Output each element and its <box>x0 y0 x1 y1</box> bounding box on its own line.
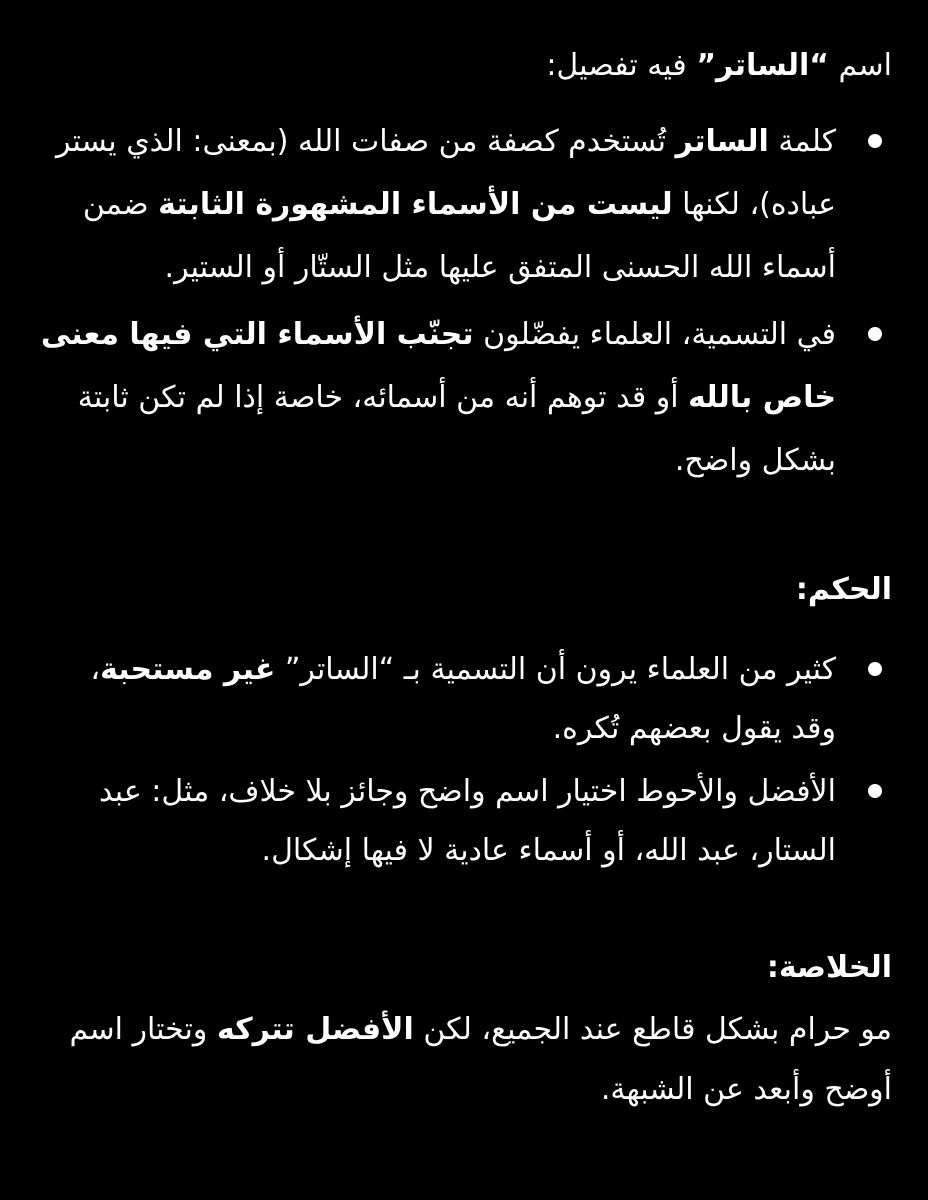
list-item <box>40 762 892 880</box>
summary-heading: الخلاصة: <box>766 950 892 985</box>
ruling-heading: الحكم: <box>795 572 892 607</box>
bullet-icon <box>868 662 882 676</box>
intro-text-2: فيه تفصيل: <box>546 48 697 83</box>
item-bold: تجنّب الأسماء التي فيها معنى خاص بالله <box>40 317 836 415</box>
summary-bold: الأفضل تتركه <box>216 1012 414 1047</box>
list-item <box>40 303 892 492</box>
item-text: كلمة <box>768 124 836 159</box>
list-item <box>40 110 892 299</box>
bullet-icon <box>868 134 882 148</box>
summary-text-1: مو حرام بشكل قاطع عند الجميع، لكن <box>413 1012 892 1047</box>
details-list <box>40 110 892 492</box>
item-bold: ليست من الأسماء المشهورة الثابتة <box>158 187 673 222</box>
item-text: الأفضل والأحوط اختيار اسم واضح وجائز بلا خلاف، مثل: عبد الستار، عبد الله، أو أسماء عادية لا فيها إشكال. <box>99 774 836 868</box>
item-bold: الساتر <box>675 124 769 159</box>
ruling-list <box>40 640 892 880</box>
item-text: تُستخدم كصفة من صفات الله (بمعنى: الذي يستر عباده)، لكنها <box>55 124 836 222</box>
item-text: في التسمية، العلماء يفضّلون <box>473 317 836 352</box>
bullet-icon <box>868 327 882 341</box>
item-text: ، وقد يقول بعضهم تُكره. <box>90 652 836 746</box>
intro-name-bold: “الساتر” <box>696 48 830 83</box>
list-item <box>40 640 892 758</box>
bullet-icon <box>868 784 882 798</box>
summary-paragraph <box>40 1000 892 1120</box>
item-text: أو قد توهم أنه من أسمائه، خاصة إذا لم تكن ثابتة بشكل واضح. <box>77 380 836 478</box>
item-text: ضمن أسماء الله الحسنى المتفق عليها مثل الستّار أو الستير. <box>82 187 836 285</box>
summary-text-2: وتختار اسم أوضح وأبعد عن الشبهة. <box>69 1012 892 1107</box>
intro-paragraph <box>40 44 892 88</box>
item-bold: غير مستحبة <box>100 652 276 687</box>
item-text: كثير من العلماء يرون أن التسمية بـ “الساتر” <box>275 652 836 687</box>
intro-text-1: اسم <box>829 48 892 83</box>
